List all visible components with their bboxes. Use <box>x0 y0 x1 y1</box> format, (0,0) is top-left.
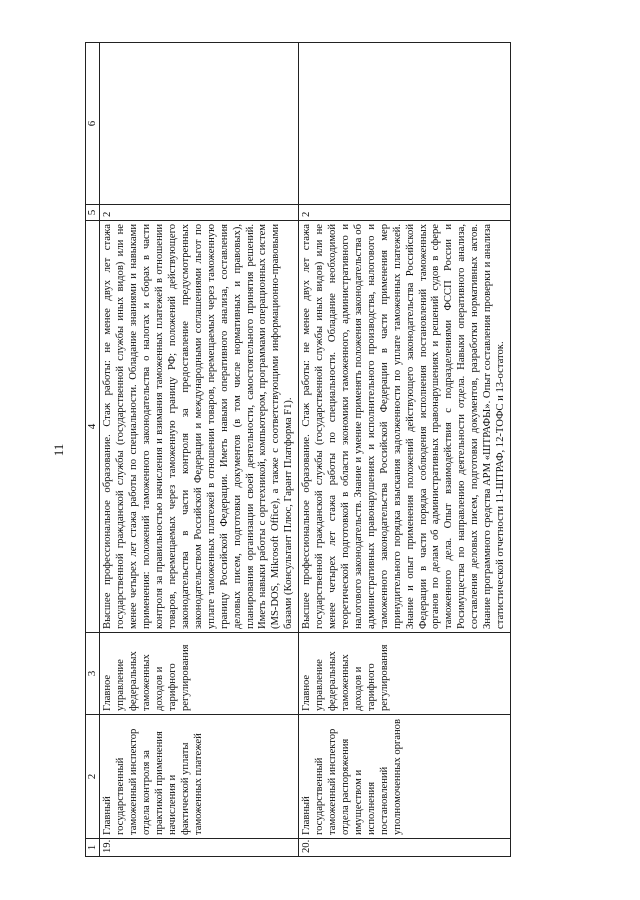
row-number: 19. <box>100 839 299 857</box>
page-number: 11 <box>51 443 66 457</box>
header-cell-5: 5 <box>86 205 100 221</box>
header-cell-2: 2 <box>86 715 100 839</box>
requirements-text: Высшее профессиональное образование. Стаж работы: не менее двух лет стажа государственной гражданской службы (государственной службы иных видов) или не менее четырех лет стажа работы по специальности. Обладание знаниями и навыками применения: положений таможенного законодательства о налогах и сборах в части контроля за правильностью начисления и взимания таможенных платежей в отношении товаров, перемещаемых через таможенную границу РФ; положений действующего законодательства в части контроля за предоставление предусмотренных законодательством Российской Федерации и международными соглашениями льгот по уплате таможенных платежей в отношении товаров, перемещаемых через таможенную границу Российской Федерации. Иметь навыки оперативного анализа, составления деловых писем, подготовки документов (в том числе нормативных и правовых), планирования организации своей деятельности, самостоятельного принятия решений. Иметь навыки работы с оргтехникой, компьютером, программами операционных систем (MS-DOS, Mikrosoft Office), а также с соответствующими информационно-правовыми базами (Консультант Плюс, Гарант Платформа F1). <box>100 221 299 633</box>
table-row <box>100 43 299 857</box>
row-number: 20. <box>299 839 511 857</box>
department-name: Главное управление федеральных таможенных доходов и тарифного регулирования <box>100 633 299 715</box>
position-title: Главный государственный таможенный инспектор отдела контроля за практикой применения начисления и фактической уплаты таможенных платежей <box>100 715 299 839</box>
requirements-text: Высшее профессиональное образование. Стаж работы: не менее двух лет стажа государственной гражданской службы (государственной службы иных видов) или не менее четырех лет стажа работы по специальности. Обладание необходимой теоретической подготовкой в области экономики таможенного, административного и налогового законодательств. Знание и умение применять положения законодательства об административных правонарушениях и исполнительного производства, налогового и таможенного законодательства Российской Федерации в части применения мер принудительного порядка взыскания задолженности по уплате таможенных платежей. Знание и опыт применения положений действующего законодательства Российской Федерации в части порядка соблюдения исполнения постановлений таможенных органов по делам об административных правонарушениях и решений судов в сфере таможенного дела. Опыт взаимодействия с подразделениями ФССП России и Росимущества по направлению деятельности отдела. Навыки оперативного анализа, составления деловых писем, подготовки документов, разработки нормативных актов. Знание программного средства АРМ «ШТРАФЫ». Опыт составления проверки и анализа статистической отчетности 11-ШТРАФ, 12-ТОФС и 13-остаток. <box>299 221 511 633</box>
header-cell-1: 1 <box>86 839 100 857</box>
header-row <box>86 43 100 857</box>
column-6-value <box>299 43 511 205</box>
header-cell-3: 3 <box>86 633 100 715</box>
positions-table <box>85 42 511 857</box>
column-5-value: 2 <box>299 205 511 221</box>
column-6-value <box>100 43 299 205</box>
column-5-value: 2 <box>100 205 299 221</box>
table-row <box>299 43 511 857</box>
rotated-page <box>45 15 605 885</box>
header-cell-4: 4 <box>86 221 100 633</box>
header-cell-6: 6 <box>86 43 100 205</box>
department-name: Главное управление федеральных таможенных доходов и тарифного регулирования <box>299 633 511 715</box>
position-title: Главный государственный таможенный инспектор отдела распоряжения имуществом и исполнения постановлений уполномоченных органов <box>299 715 511 839</box>
